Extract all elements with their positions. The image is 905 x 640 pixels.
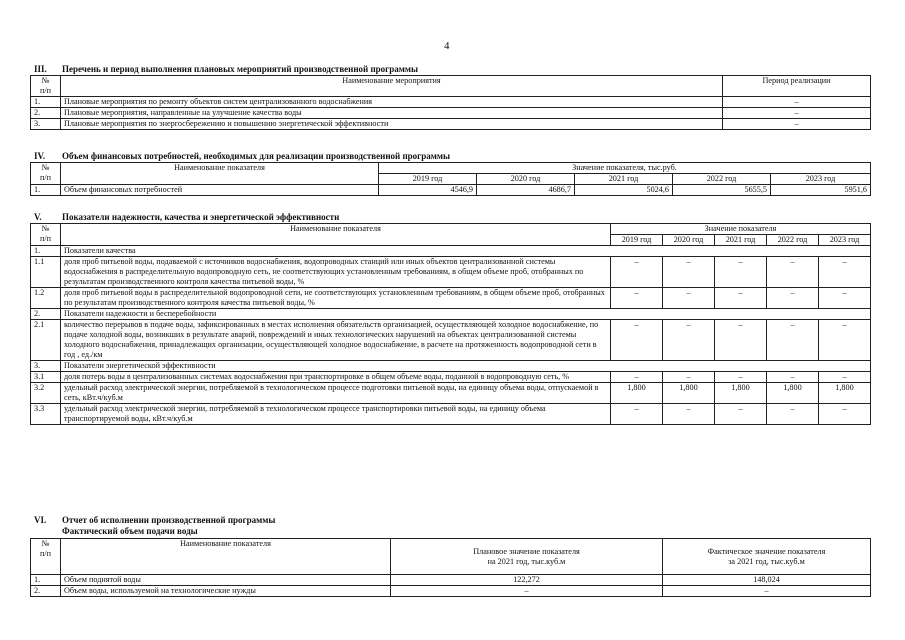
col-header-period: Период реализации	[723, 76, 871, 97]
col-header-name: Наименование мероприятия	[61, 76, 723, 97]
row-no: 3.	[31, 119, 61, 130]
table-group-row	[31, 309, 871, 320]
row-value: 4546,9	[379, 185, 477, 196]
col-header-no: № п/п	[31, 539, 61, 575]
row-value: –	[611, 320, 663, 361]
section-6-heading: Отчет об исполнении производственной программы	[62, 515, 276, 525]
row-no: 3.3	[31, 404, 61, 425]
row-value: –	[767, 372, 819, 383]
row-period: –	[723, 108, 871, 119]
row-name: удельный расход электрической энергии, потребляемой в технологическом процессе подготовки питьевой воды, на единицу объема воды, отпускаемой в сеть, кВт.ч/куб.м	[61, 383, 611, 404]
row-name: доля потерь воды в централизованных системах водоснабжения при транспортировке в общем объеме воды, поданной в водопроводную сеть, %	[61, 372, 611, 383]
table-header-row	[31, 76, 871, 97]
row-value: –	[715, 288, 767, 309]
row-name: доля проб питьевой воды, подаваемой с источников водоснабжения, водопроводных станций или иных объектов централизованной системы водоснабжения в распределительную водопроводную сеть, не соответствующих установленным требованиям, в общем объеме проб, отобранных по результатам производственного контроля качества питьевой воды, %	[61, 257, 611, 288]
row-name: количество перерывов в подаче воды, зафиксированных в местах исполнения обязательств организацией, осуществляющей холодное водоснабжение, по подаче холодной воды, возникших в результате аварий, повреждений и иных технологических нарушений на объектах централизованной системы холодного водоснабжения, принадлежащих организации, осуществляющей холодное водоснабжение, в расчете на протяженность водопроводной сети в год , ед./км	[61, 320, 611, 361]
table-row	[31, 257, 871, 288]
row-value: –	[611, 288, 663, 309]
row-value: –	[819, 404, 871, 425]
table-row	[31, 575, 871, 586]
col-header-name: Наименование показателя	[61, 539, 391, 575]
row-no: 1.2	[31, 288, 61, 309]
row-value: –	[611, 372, 663, 383]
table-row	[31, 383, 871, 404]
table-row	[31, 108, 871, 119]
row-name: Объем поднятой воды	[61, 575, 391, 586]
row-no: 3.1	[31, 372, 61, 383]
col-header-plan: Плановое значение показателя на 2021 год, тыс.куб.м	[391, 539, 663, 575]
row-value: –	[663, 320, 715, 361]
col-header-year: 2021 год	[575, 174, 673, 185]
row-no: 2.	[31, 309, 61, 320]
row-value: –	[715, 404, 767, 425]
row-value: 1,800	[767, 383, 819, 404]
col-header-year: 2023 год	[819, 235, 871, 246]
table-group-row	[31, 246, 871, 257]
section-6-subtitle: Фактический объем подачи воды	[62, 526, 198, 536]
row-no: 1.	[31, 246, 61, 257]
row-no: 1.	[31, 575, 61, 586]
col-header-year: 2023 год	[771, 174, 871, 185]
row-name: Плановые мероприятия по ремонту объектов систем централизованного водоснабжения	[61, 97, 723, 108]
row-value: –	[819, 257, 871, 288]
section-5-number: V.	[34, 212, 42, 222]
row-name: доля проб питьевой воды в распределительной водопроводной сети, не соответствующих установленным требованиям, в общем объеме проб, отобранных по результатам производственного контроля качества питьевой воды, %	[61, 288, 611, 309]
row-name: Объем воды, используемой на технологические нужды	[61, 586, 391, 597]
row-value: 1,800	[611, 383, 663, 404]
row-value: –	[611, 404, 663, 425]
section-4-number: IV.	[34, 151, 46, 161]
table-group-row	[31, 361, 871, 372]
table-header-row	[31, 163, 871, 174]
table-row	[31, 586, 871, 597]
col-header-no: № п/п	[31, 163, 61, 185]
col-header-name: Наименование показателя	[61, 163, 379, 185]
row-no: 1.	[31, 185, 61, 196]
row-no: 2.1	[31, 320, 61, 361]
section-3-table	[30, 75, 871, 130]
row-value: –	[663, 288, 715, 309]
row-name: Показатели качества	[61, 246, 871, 257]
table-row	[31, 288, 871, 309]
row-value: –	[715, 257, 767, 288]
row-value: –	[715, 320, 767, 361]
table-row	[31, 97, 871, 108]
row-fact-value: –	[663, 586, 871, 597]
section-3-number: III.	[34, 64, 47, 74]
row-plan-value: 122,272	[391, 575, 663, 586]
row-name: Плановые мероприятия, направленные на улучшение качества воды	[61, 108, 723, 119]
row-value: –	[819, 372, 871, 383]
row-name: Показатели надежности и бесперебойности	[61, 309, 871, 320]
section-6-title	[34, 515, 275, 525]
table-header-row	[31, 539, 871, 575]
row-name: Плановые мероприятия по энергосбережению и повышению энергетической эффективности	[61, 119, 723, 130]
row-no: 2.	[31, 108, 61, 119]
row-no: 1.1	[31, 257, 61, 288]
row-value: 1,800	[663, 383, 715, 404]
section-3-heading: Перечень и период выполнения плановых мероприятий производственной программы	[62, 64, 419, 74]
row-value: –	[767, 288, 819, 309]
col-header-year: 2022 год	[673, 174, 771, 185]
row-no: 2.	[31, 586, 61, 597]
section-5-table	[30, 223, 871, 425]
row-value: –	[663, 257, 715, 288]
row-value: –	[663, 372, 715, 383]
page-number: 4	[444, 40, 450, 52]
row-value: –	[767, 404, 819, 425]
col-header-year: 2021 год	[715, 235, 767, 246]
section-5-title	[34, 212, 339, 222]
row-no: 3.	[31, 361, 61, 372]
row-value: 5655,5	[673, 185, 771, 196]
row-period: –	[723, 97, 871, 108]
row-value: –	[715, 372, 767, 383]
col-header-year: 2020 год	[477, 174, 575, 185]
row-value: 4686,7	[477, 185, 575, 196]
row-value: –	[611, 257, 663, 288]
section-4-table	[30, 162, 871, 196]
row-no: 1.	[31, 97, 61, 108]
row-value: –	[663, 404, 715, 425]
col-header-no: № п/п	[31, 224, 61, 246]
row-value: 1,800	[819, 383, 871, 404]
row-no: 3.2	[31, 383, 61, 404]
section-4-heading: Объем финансовых потребностей, необходимых для реализации производственной программы	[62, 151, 451, 161]
row-value: –	[819, 288, 871, 309]
row-value: –	[767, 257, 819, 288]
row-value: 5024,6	[575, 185, 673, 196]
row-value: –	[819, 320, 871, 361]
row-value: 1,800	[715, 383, 767, 404]
col-header-name: Наименование показателя	[61, 224, 611, 246]
col-header-value: Значение показателя	[611, 224, 871, 235]
row-plan-value: –	[391, 586, 663, 597]
table-row	[31, 320, 871, 361]
row-name: удельный расход электрической энергии, потребляемой в технологическом процессе транспортировки питьевой воды, на единицу объема транспортируемой воды, кВт.ч/куб.м	[61, 404, 611, 425]
col-header-year: 2019 год	[611, 235, 663, 246]
col-header-year: 2019 год	[379, 174, 477, 185]
section-4-title	[34, 151, 450, 161]
section-3-title	[34, 64, 418, 74]
table-row	[31, 119, 871, 130]
col-header-no: № п/п	[31, 76, 61, 97]
row-period: –	[723, 119, 871, 130]
table-row	[31, 404, 871, 425]
row-name: Показатели энергетической эффективности	[61, 361, 871, 372]
row-fact-value: 148,024	[663, 575, 871, 586]
col-header-year: 2020 год	[663, 235, 715, 246]
table-header-row	[31, 224, 871, 235]
table-row	[31, 185, 871, 196]
col-header-value: Значение показателя, тыс.руб.	[379, 163, 871, 174]
col-header-fact: Фактическое значение показателя за 2021 год, тыс.куб.м	[663, 539, 871, 575]
row-name: Объем финансовых потребностей	[61, 185, 379, 196]
row-value: –	[767, 320, 819, 361]
row-value: 5951,6	[771, 185, 871, 196]
section-6-number: VI.	[34, 515, 47, 525]
col-header-year: 2022 год	[767, 235, 819, 246]
section-5-heading: Показатели надежности, качества и энергетической эффективности	[62, 212, 340, 222]
section-6-table	[30, 538, 871, 597]
table-row	[31, 372, 871, 383]
